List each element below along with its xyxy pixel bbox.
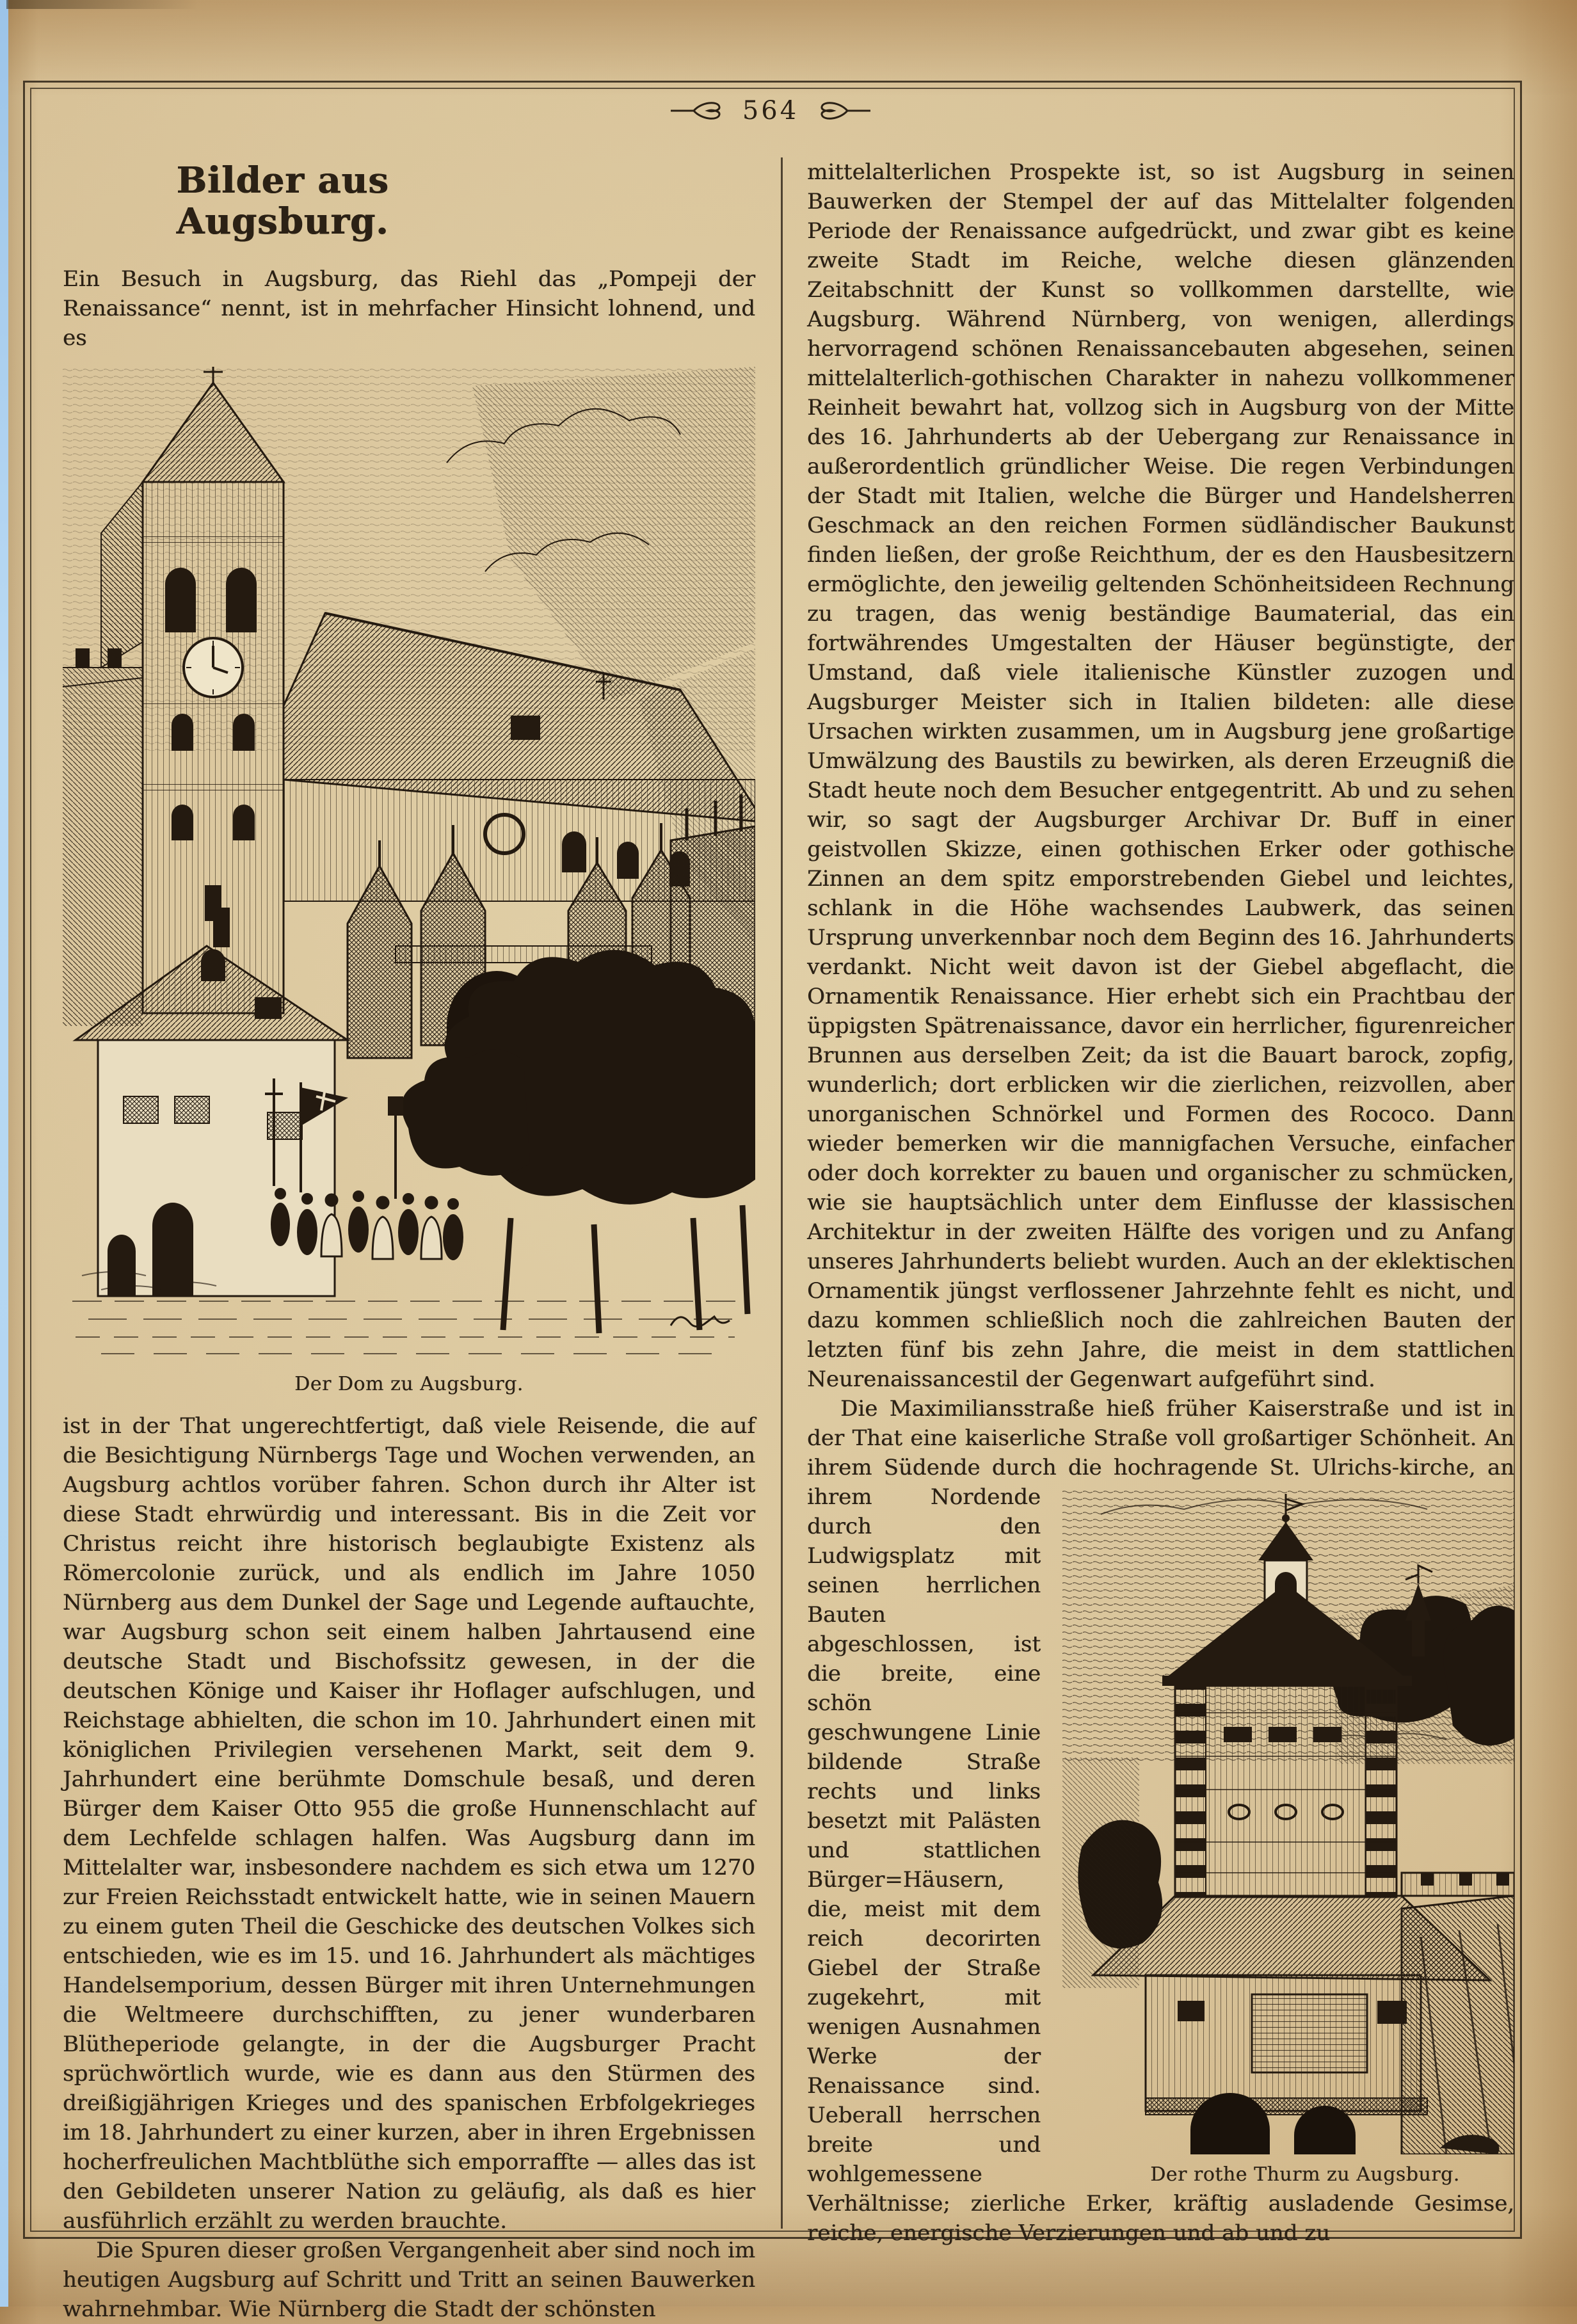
maximilian-text-after-figure: kirche, an ihrem Nordende durch den Ludwigsplatz mit seinen herrlichen Bauten abgeschlossen, ist die breite, eine schön geschwungene Linie bildende Straße rechts und links besetzt mit Palästen und stattlichen Bürger=Häusern, die, meist mit dem reich decorirten Giebel der Straße zugekehrt, mit wenigen Ausnahmen Werke der Renaissance sind. Ueberall herrschen breite und wohlgemessene Verhältnisse; zierliche Erker, kräftig ausladende Gesimse, reiche, energische Verzierungen und ab und zu: [807, 1455, 1515, 2246]
scanner-edge-strip: [0, 0, 8, 2307]
rother-thurm-engraving-image: [1062, 1489, 1514, 2154]
right-flourish-icon: [818, 99, 872, 122]
tower-shaft: [1175, 1686, 1397, 1897]
rother-thurm-engraving-figure: [1062, 1489, 1514, 2186]
right-paragraph-continuation: mittelalterlichen Prospekte ist, so ist Augsburg in seinen Bauwerken der Stempel der auf das Mittelalter folgenden Periode der Renaissance aufgedrückt, und zwar gibt es keine zweite Stadt im Reiche, welche diesen glänzenden Zeitabschnitt der Kunst so vollkommen darstellte, wie Augsburg. Während Nürnberg, von wenigen, allerdings hervorragend schönen Renaissancebauten abgesehen, seinen mittelalterlich-gothischen Charakter in nahezu vollkommener Reinheit bewahrt hat, vollzog sich in Augsburg von der Mitte des 16. Jahrhunderts ab der Uebergang zur Renaissance in außerordentlich gründlicher Weise. Die regen Verbindungen der Stadt mit Italien, welche die Bürger und Handelsherren Geschmack an den reichen Formen südländischer Baukunst finden ließen, der große Reichthum, der es den Hausbesitzern ermöglichte, den jeweilig geltenden Schönheitsideen Rechnung zu tragen, das wenig beständige Baumaterial, das ein fortwährendes Umgestalten der Häuser begünstigte, der Umstand, daß viele italienische Künstler zuzogen und Augsburger Meister sich in Italien bildeten: alle diese Ursachen wirkten zusammen, um in Augsburg jene großartige Umwälzung des Baustils zu bewirken, als deren Erzeugniß die Stadt heute noch dem Besucher entgegentritt. Ab und zu sehen wir, so sagt der Augsburger Archivar Dr. Buff in einer geistvollen Skizze, einen gothischen Erker oder gothische Zinnen an dem spitz emporstrebenden Giebel und leichtes, schlank in die Höhe wachsendes Laubwerk, das seinen Ursprung unverkennbar noch dem Beginn des 16. Jahrhunderts verdankt. Nicht weit davon ist der Giebel abgeflacht, die Ornamentik Renaissance. Hier erhebt sich ein Prachtbau der üppigsten Spätrenaissance, davor ein herrlicher, figurenreicher Brunnen aus derselben Zeit; da ist die Bauart barock, zopfig, wunderlich; dort erblicken wir die zierlichen, reizvollen, aber unorganischen Schnörkel und Formen des Rococo. Dann wieder bemerken wir die mannigfachen Versuche, einfacher oder doch korrekter zu bauen und organischer zu schmücken, wie sie hauptsächlich unter dem Einflusse der klassischen Architektur in der zweiten Hälfte des vorigen und zu Anfang unseres Jahrhunderts beliebt wurden. Auch an der eklektischen Ornamentik jüngst verflossener Jahrzehnte fehlt es nicht, und dazu kommen schließlich noch die zahlreichen Bauten der letzten fünf bis zehn Jahre, die meist in dem stattlichen Neurenaissancestil der Gegenwart aufgeführt sind.: [807, 159, 1514, 1392]
page-number: 564: [742, 96, 799, 125]
left-flourish-icon: [669, 99, 723, 122]
right-column: [781, 157, 1515, 2246]
dom-caption: Der Dom zu Augsburg.: [294, 1372, 524, 1395]
article-title: Bilder aus Augsburg.: [176, 159, 389, 243]
intro-paragraph: Ein Besuch in Augsburg, das Riehl das „Pompeji der Renaissance“ nennt, ist in mehrfacher Hinsicht lohnend, und es: [63, 266, 755, 351]
right-paragraph-maximilianstrasse: [807, 1394, 1514, 2248]
left-paragraph-history: ist in der That ungerechtfertigt, daß viele Reisende, die auf die Besichtigung Nürnbergs Tage und Wochen verwenden, an Augsburg achtlos vorüber fahren. Schon durch ihr Alter ist diese Stadt ehrwürdig und interessant. Bis in die Zeit vor Christus reicht ihre historisch beglaubigte Existenz als Römercolonie zurück, und als endlich im Jahre 1050 Nürnberg aus dem Dunkel der Sage und Legende auftauchte, war Augsburg schon seit einem halben Jahrtausend eine deutsche Stadt und Bischofssitz gewesen, in der die deutschen Könige und Kaiser ihr Hoflager aufschlugen, und Reichstage abhielten, die schon im 10. Jahrhundert einen mit königlichen Privilegien versehenen Markt, seit dem 9. Jahrhundert eine berühmte Domschule besaß, und deren Bürger dem Kaiser Otto 955 die große Hunnenschlacht auf dem Lechfelde schlagen halfen. Was Augsburg dann im Mittelalter war, insbesondere nachdem es sich etwa um 1270 zur Freien Reichsstadt entwickelt hatte, wie in seinen Mauern zu einem guten Theil die Geschicke des deutschen Volkes sich entschieden, wie es im 15. und 16. Jahrhundert als mächtiges Handelsemporium, dessen Bürger mit ihren Unternehmungen die Weltmeere durchschifften, zu jener wunderbaren Blütheperiode gelangte, in der die Augsburger Pracht sprüchwörtlich wurde, wie es dann aus den Stürmen des dreißigjährigen Krieges und des spanischen Erbfolgekrieges im 18. Jahrhundert zu einer kurzen, aber in ihren Ergebnissen hocherfreulichen Machtblüthe sich emporraffte — alles das ist den Gebildeten unserer Nation zu geläufig, als daß es hier ausführlich erzählt zu werden brauchte.: [63, 1413, 755, 2234]
left-paragraph-spuren: Die Spuren dieser großen Vergangenheit aber sind noch im heutigen Augsburg auf Schritt und Tritt an seinen Bauwerken wahrnehmbar. Wie Nürnberg die Stadt der schönsten: [63, 2237, 755, 2322]
page-edge-shadow: [6, 0, 198, 9]
left-column: [63, 157, 781, 2322]
dom-engraving-figure: [63, 367, 755, 1396]
dom-engraving-image: [63, 367, 755, 1365]
thurm-caption: Der rothe Thurm zu Augsburg.: [1150, 2163, 1460, 2186]
page-header: [23, 96, 1518, 125]
article-columns: [63, 157, 1515, 2322]
maximilian-text-before-figure: Die Maximiliansstraße hieß früher Kaiserstraße und ist in der That eine kaiserliche Straße voll großartiger Schönheit. An ihrem Südende durch die hochragende St. Ulrichs-: [807, 1396, 1514, 1480]
